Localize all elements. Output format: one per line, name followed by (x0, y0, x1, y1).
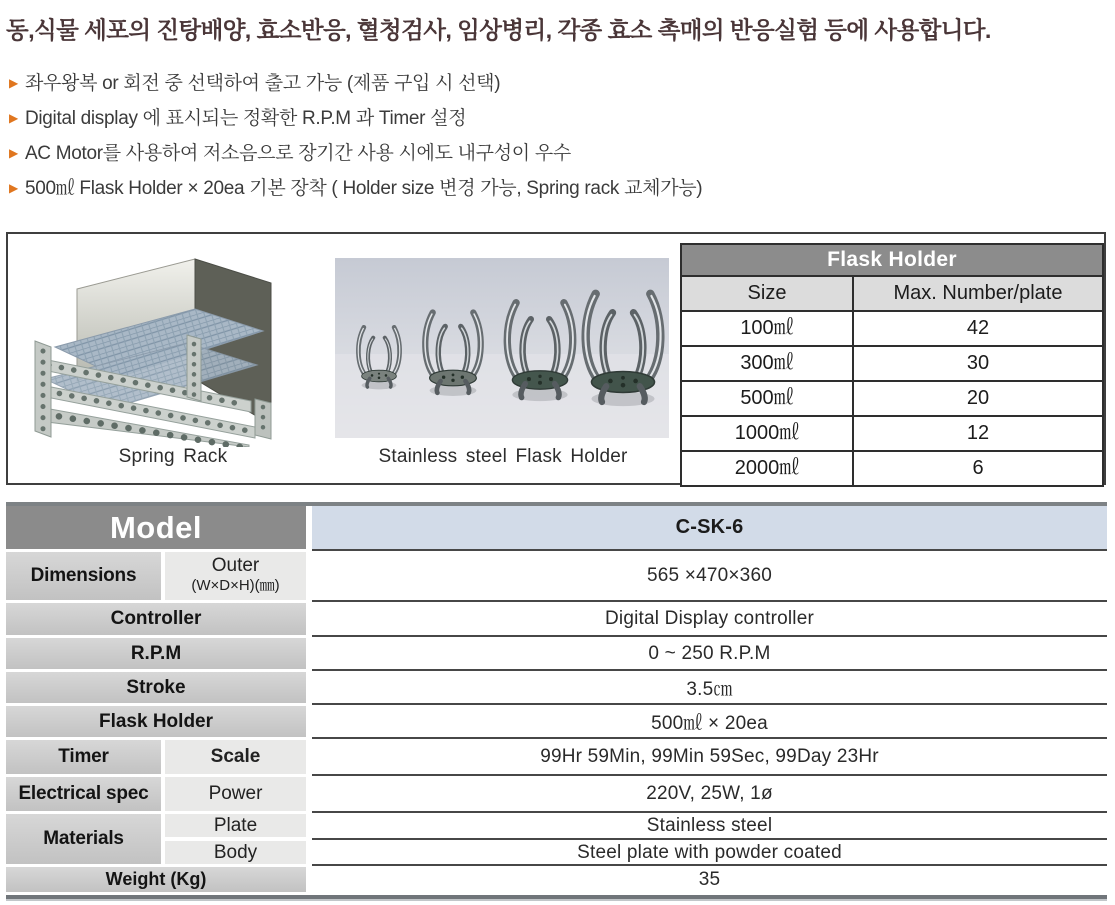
body-sublabel: Body (165, 841, 306, 864)
spec-subrow-plate (161, 814, 1107, 837)
spring-rack-caption: Spring Rack (118, 446, 228, 467)
cell-size: 300㎖ (682, 347, 854, 380)
bullet-item (9, 174, 1109, 209)
electrical-label: Electrical spec (6, 777, 161, 811)
bullet-arrow-icon: ▶ (9, 146, 18, 160)
flask-holder-table (680, 243, 1104, 487)
electrical-value: 220V, 25W, 1ø (312, 777, 1107, 811)
bullet-arrow-icon: ▶ (9, 76, 18, 90)
materials-label: Materials (6, 814, 161, 864)
timer-label: Timer (6, 740, 161, 774)
timer-sublabel: Scale (165, 740, 306, 774)
flask-holder-label: Flask Holder (6, 706, 306, 737)
spec-row-timer (6, 740, 1107, 774)
cell-size: 500㎖ (682, 382, 854, 415)
spec-row-controller (6, 603, 1107, 635)
plate-sublabel: Plate (165, 814, 306, 837)
spring-rack-image (27, 251, 319, 447)
table-row (682, 310, 1102, 345)
bullet-text: 좌우왕복 or 회전 중 선택하여 출고 가능 (제품 구입 시 선택) (24, 73, 501, 94)
rpm-label: R.P.M (6, 638, 306, 669)
flask-table-title: Flask Holder (682, 245, 1102, 275)
page-title: 동,식물 세포의 진탕배양, 효소반응, 혈청검사, 임상병리, 각종 효소 촉매의 반응실험 등에 사용합니다. (6, 17, 991, 43)
spec-row-stroke (6, 672, 1107, 703)
bullet-arrow-icon: ▶ (9, 111, 18, 125)
column-header-max: Max. Number/plate (893, 282, 1063, 304)
gallery-box (6, 232, 1106, 485)
table-row (682, 380, 1102, 415)
feature-bullet-list (9, 69, 1109, 209)
stroke-label: Stroke (6, 672, 306, 703)
bullet-arrow-icon: ▶ (9, 181, 18, 195)
flask-table-header-row (682, 275, 1102, 310)
cell-max: 42 (966, 317, 990, 339)
model-label: Model (6, 506, 306, 549)
spec-row-flask-holder (6, 706, 1107, 737)
table-row (682, 345, 1102, 380)
spec-row-dimensions (6, 552, 1107, 600)
stroke-value: 3.5㎝ (312, 672, 1107, 703)
bullet-text: 500㎖ Flask Holder × 20ea 기본 장착 ( Holder size 변경 가능, Spring rack 교체가능) (24, 178, 703, 199)
spec-row-electrical (6, 777, 1107, 811)
spec-row-rpm (6, 638, 1107, 669)
cell-max: 6 (972, 457, 984, 479)
plate-value: Stainless steel (312, 814, 1107, 837)
flask-holder-caption: Stainless steel Flask Holder (378, 446, 628, 467)
cell-max: 20 (966, 387, 990, 409)
dimensions-label: Dimensions (6, 552, 161, 600)
cell-size: 1000㎖ (682, 417, 854, 450)
controller-label: Controller (6, 603, 306, 635)
controller-value: Digital Display controller (312, 603, 1107, 635)
cell-max: 12 (966, 422, 990, 444)
bullet-text: AC Motor를 사용하여 저소음으로 장기간 사용 시에도 내구성이 우수 (24, 143, 571, 164)
weight-value: 35 (312, 867, 1107, 892)
spec-row-materials (6, 814, 1107, 864)
dimensions-sublabel: Outer (W×D×H)(㎜) (165, 552, 306, 600)
timer-value: 99Hr 59Min, 99Min 59Sec, 99Day 23Hr (312, 740, 1107, 774)
weight-label: Weight (Kg) (6, 867, 306, 892)
spec-subrow-body (161, 841, 1107, 864)
body-value: Steel plate with powder coated (312, 841, 1107, 864)
spec-row-model (6, 506, 1107, 549)
column-header-size: Size (682, 277, 854, 310)
dimensions-value: 565 ×470×360 (312, 552, 1107, 600)
cell-max: 30 (966, 352, 990, 374)
rpm-value: 0 ~ 250 R.P.M (312, 638, 1107, 669)
flask-holder-value: 500㎖ × 20ea (312, 706, 1107, 737)
table-bottom-rule (6, 895, 1107, 899)
flask-holder-image (335, 258, 669, 438)
table-row (682, 415, 1102, 450)
cell-size: 100㎖ (682, 312, 854, 345)
spec-row-weight (6, 867, 1107, 892)
bullet-item (9, 104, 1109, 139)
spec-table (6, 502, 1107, 899)
bullet-text: Digital display 에 표시되는 정확한 R.P.M 과 Timer 설정 (24, 108, 467, 129)
electrical-sublabel: Power (165, 777, 306, 811)
table-row (682, 450, 1102, 485)
bullet-item (9, 139, 1109, 174)
bullet-item (9, 69, 1109, 104)
model-value: C-SK-6 (312, 506, 1107, 549)
cell-size: 2000㎖ (682, 452, 854, 485)
